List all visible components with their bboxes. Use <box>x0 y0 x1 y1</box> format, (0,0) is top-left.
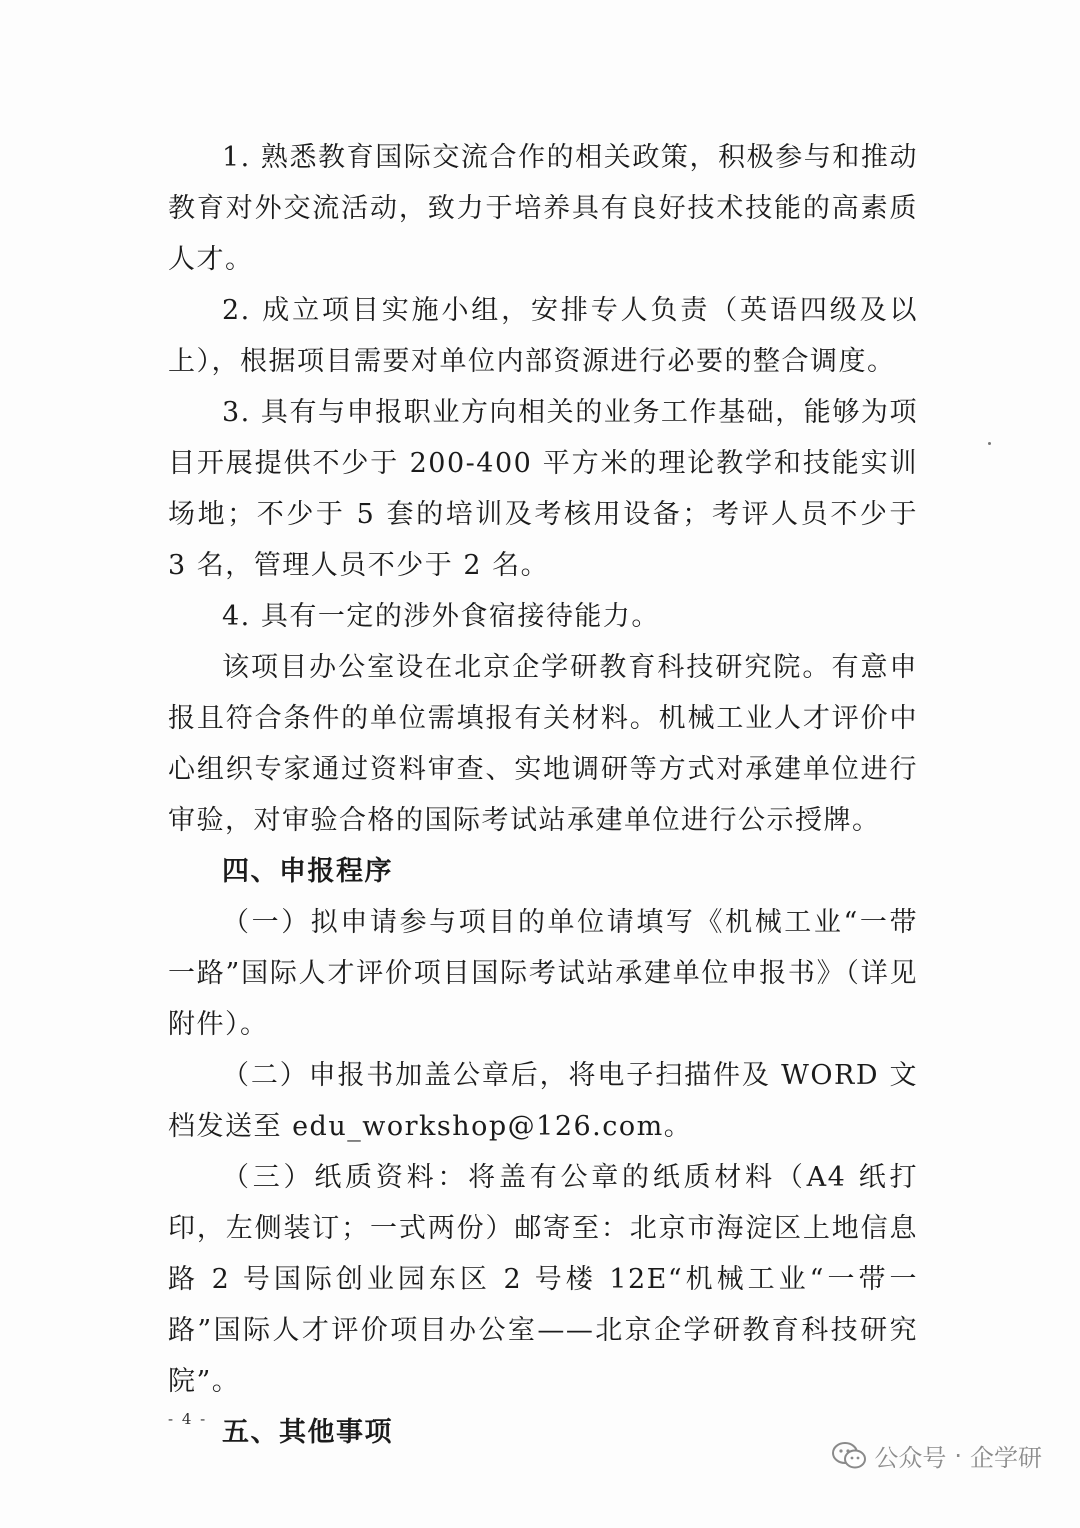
paragraph-requirement-3: 3. 具有与申报职业方向相关的业务工作基础，能够为项目开展提供不少于 200-400 平方米的理论教学和技能实训场地；不少于 5 套的培训及考核用设备；考评人员不少于 3 名，管理人员不少于 2 名。 <box>168 397 918 581</box>
paragraph-requirement-2: 2. 成立项目实施小组，安排专人负责（英语四级及以上），根据项目需要对单位内部资源进行必要的整合调度。 <box>168 295 918 377</box>
wechat-watermark <box>832 1438 1042 1473</box>
page-number: - 4 - <box>168 1410 208 1428</box>
section-heading-other-matters: 五、其他事项 <box>222 1417 393 1448</box>
procedure-item-2: （二）申报书加盖公章后，将电子扫描件及 WORD 文档发送至 edu_workshop@126.com。 <box>168 1060 918 1142</box>
paragraph-requirement-4: 4. 具有一定的涉外食宿接待能力。 <box>222 601 660 632</box>
scan-speck <box>988 442 991 445</box>
procedure-item-3: （三）纸质资料：将盖有公章的纸质材料（A4 纸打印，左侧装订；一式两份）邮寄至：北京市海淀区上地信息路 2 号国际创业园东区 2 号楼 12E“机械工业“一带一路”国际人才评价项目办公室——北京企学研教育科技研究院”。 <box>168 1162 918 1397</box>
watermark-label: 公众号 <box>874 1444 947 1472</box>
document-body <box>168 132 918 1458</box>
wechat-icon <box>832 1442 866 1470</box>
section-heading-application-procedure: 四、申报程序 <box>222 856 393 887</box>
paragraph-office-info: 该项目办公室设在北京企学研教育科技研究院。有意申报且符合条件的单位需填报有关材料。机械工业人才评价中心组织专家通过资料审查、实地调研等方式对承建单位进行审验，对审验合格的国际考试站承建单位进行公示授牌。 <box>168 652 918 836</box>
watermark-separator: · <box>954 1441 962 1470</box>
procedure-item-1: （一）拟申请参与项目的单位请填写《机械工业“一带一路”国际人才评价项目国际考试站承建单位申报书》（详见附件）。 <box>168 907 918 1040</box>
paragraph-requirement-1: 1. 熟悉教育国际交流合作的相关政策，积极参与和推动教育对外交流活动，致力于培养具有良好技术技能的高素质人才。 <box>168 142 918 275</box>
watermark-account-name: 企学研 <box>970 1444 1042 1472</box>
